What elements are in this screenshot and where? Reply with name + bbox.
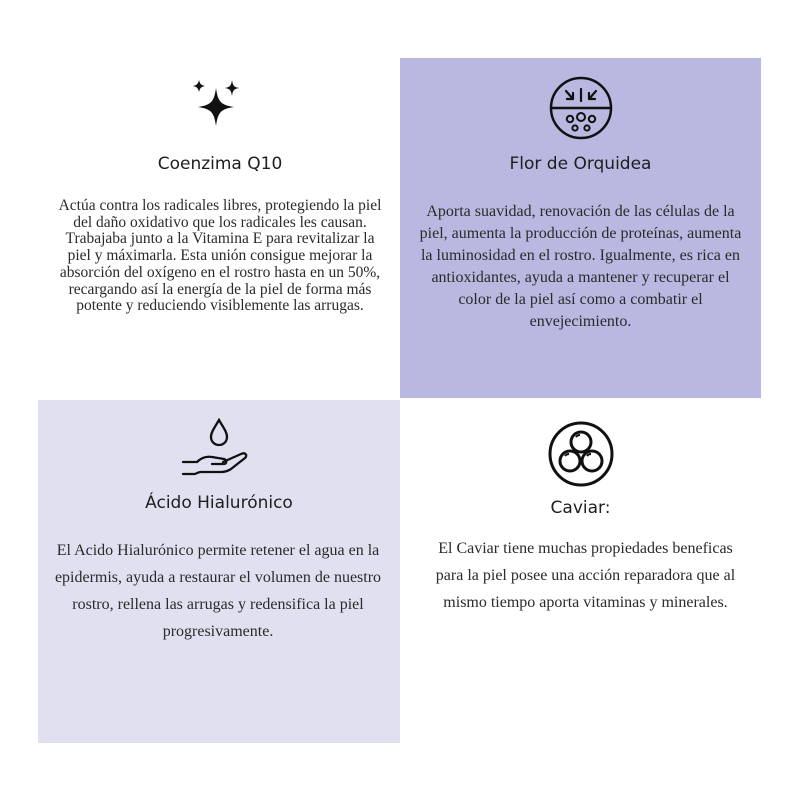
card-title: Coenzima Q10 bbox=[157, 154, 283, 174]
card-title: Ácido Hialurónico bbox=[145, 493, 293, 513]
card-description: El Acido Hialurónico permite retener el agua en la epidermis, ayuda a restaurar el volumen de nuestro rostro, rellena las arrugas y redensifica la piel progresivamente. bbox=[54, 542, 382, 640]
card-description: Aporta suavidad, renovación de las células de la piel, aumenta la producción de proteínas, aumenta la luminosidad en el rostro. Igualmente, es rica en antioxidantes, ayuda a mantener y recuperar el color de la piel así como a combatir el envejecimiento. bbox=[419, 203, 742, 330]
hand-drop-icon bbox=[179, 418, 259, 482]
card-title: Flor de Orquidea bbox=[509, 154, 652, 174]
card-coenzima-q10 bbox=[40, 58, 400, 398]
card-description: El Caviar tiene muchas propiedades beneficas para la piel posee una acción reparadora que al mismo tiempo aporta vitaminas y minerales. bbox=[435, 540, 736, 611]
card-flor-de-orquidea bbox=[400, 58, 761, 398]
card-description: Actúa contra los radicales libres, protegiendo la piel del daño oxidativo que los radicales les causan. Trabajaba junto a la Vitamina E para revitalizar la piel y máximarla. Esta unión consigue mejorar la absorción del oxígeno en el rostro hasta en un 50%, recargando así la energía de la piel de forma más potente y reduciendo visiblemente las arrugas. bbox=[58, 197, 382, 315]
card-acido-hialuronico bbox=[38, 400, 400, 743]
card-caviar bbox=[400, 400, 761, 743]
caviar-pearls-icon bbox=[547, 420, 615, 492]
sparkles-icon bbox=[188, 74, 252, 142]
skin-layers-icon bbox=[548, 75, 614, 145]
card-title: Caviar: bbox=[550, 498, 611, 518]
